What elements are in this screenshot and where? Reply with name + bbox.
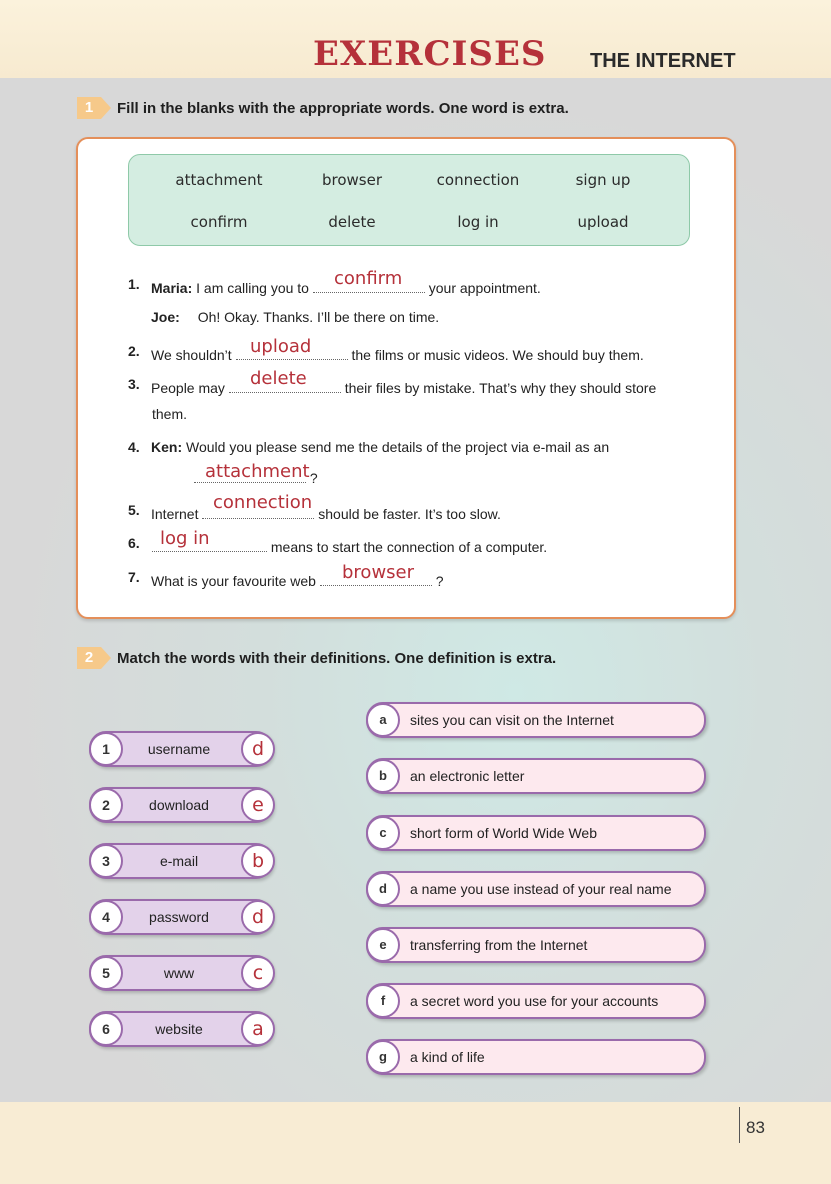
page-title: EXERCISES xyxy=(313,34,547,74)
sentence-text: their files by mistake. That’s why they should store xyxy=(344,380,657,396)
answer-letter[interactable]: e xyxy=(241,788,275,822)
sentence-number: 3. xyxy=(128,376,140,392)
word-label: e-mail xyxy=(159,853,199,869)
word-bank-item: connection xyxy=(436,171,520,189)
match-word-3[interactable] xyxy=(89,843,273,879)
word-bank-item: delete xyxy=(328,213,376,231)
unit-title: THE INTERNET xyxy=(590,50,736,72)
sentence-number: 6. xyxy=(128,535,140,551)
definition-letter: b xyxy=(366,759,400,793)
sentence-6 xyxy=(152,535,547,555)
definition-text: a name you use instead of your real name xyxy=(410,881,672,897)
definition-e[interactable] xyxy=(366,927,706,963)
match-word-5[interactable] xyxy=(89,955,273,991)
word-label: download xyxy=(149,797,209,813)
word-number: 2 xyxy=(89,788,123,822)
sentence-number: 2. xyxy=(128,343,140,359)
definition-text: a secret word you use for your accounts xyxy=(410,993,659,1009)
answer-letter[interactable]: d xyxy=(241,900,275,934)
sentence-5 xyxy=(151,502,501,522)
word-bank-item: upload xyxy=(577,213,629,231)
exercise-2-number: 2 xyxy=(77,647,101,669)
handwritten-answer: connection xyxy=(213,492,313,513)
handwritten-answer: log in xyxy=(160,528,210,549)
definition-letter: g xyxy=(366,1040,400,1074)
speaker: Ken: xyxy=(151,439,183,455)
exercise-1-number: 1 xyxy=(77,97,101,119)
sentence-text: ? xyxy=(435,573,444,589)
word-bank-item: browser xyxy=(321,171,382,189)
definition-letter: a xyxy=(366,703,400,737)
definition-letter: d xyxy=(366,872,400,906)
sentence-text: Oh! Okay. Thanks. I’ll be there on time. xyxy=(197,309,440,325)
footer-band xyxy=(0,1102,831,1184)
sentence-text: the films or music videos. We should buy them. xyxy=(351,347,644,363)
page-number-divider xyxy=(739,1107,740,1143)
answer-letter[interactable]: b xyxy=(241,844,275,878)
answer-letter[interactable]: d xyxy=(241,732,275,766)
sentence-number: 7. xyxy=(128,569,140,585)
word-label: username xyxy=(147,741,211,757)
sentence-number: 5. xyxy=(128,502,140,518)
word-bank-item: confirm xyxy=(190,213,248,231)
match-word-6[interactable] xyxy=(89,1011,273,1047)
word-bank-item: log in xyxy=(457,213,499,231)
sentence-number: 4. xyxy=(128,439,140,455)
definition-text: short form of World Wide Web xyxy=(410,825,597,841)
sentence-text: means to start the connection of a computer. xyxy=(270,539,548,555)
word-label: www xyxy=(163,965,195,981)
sentence-4 xyxy=(151,439,609,455)
handwritten-answer: upload xyxy=(250,336,312,357)
sentence-3 xyxy=(151,376,656,396)
word-bank xyxy=(128,154,690,246)
word-number: 3 xyxy=(89,844,123,878)
definition-letter: f xyxy=(366,984,400,1018)
sentence-text: them. xyxy=(152,406,188,422)
sentence-text: People may xyxy=(151,380,225,396)
sentence-text: Would you please send me the details of the project via e-mail as an xyxy=(186,439,610,455)
sentence-text: your appointment. xyxy=(428,280,541,296)
word-label: password xyxy=(149,909,209,925)
word-bank-item: sign up xyxy=(575,171,631,189)
sentence-text: We shouldn’t xyxy=(151,347,232,363)
speaker: Maria: xyxy=(151,280,193,296)
sentence-2 xyxy=(151,343,644,363)
word-bank-item: attachment xyxy=(175,171,263,189)
exercise-1-instruction: Fill in the blanks with the appropriate words. One word is extra. xyxy=(117,100,569,117)
handwritten-answer: browser xyxy=(342,562,415,583)
match-word-1[interactable] xyxy=(89,731,273,767)
definition-text: transferring from the Internet xyxy=(410,937,588,953)
match-word-4[interactable] xyxy=(89,899,273,935)
word-label: website xyxy=(155,1021,203,1037)
definition-letter: e xyxy=(366,928,400,962)
definition-text: an electronic letter xyxy=(410,768,525,784)
word-number: 4 xyxy=(89,900,123,934)
definition-g[interactable] xyxy=(366,1039,706,1075)
word-number: 5 xyxy=(89,956,123,990)
handwritten-answer: delete xyxy=(250,368,307,389)
answer-letter[interactable]: c xyxy=(241,956,275,990)
definition-text: a kind of life xyxy=(410,1049,485,1065)
definition-c[interactable] xyxy=(366,815,706,851)
sentence-text: I am calling you to xyxy=(196,280,309,296)
word-number: 6 xyxy=(89,1012,123,1046)
sentence-text: Internet xyxy=(151,506,199,522)
word-number: 1 xyxy=(89,732,123,766)
definition-d[interactable] xyxy=(366,871,706,907)
definition-b[interactable] xyxy=(366,758,706,794)
match-word-2[interactable] xyxy=(89,787,273,823)
definition-letter: c xyxy=(366,816,400,850)
definition-text: sites you can visit on the Internet xyxy=(410,712,614,728)
answer-letter[interactable]: a xyxy=(241,1012,275,1046)
speaker: Joe: xyxy=(151,309,180,325)
sentence-text: ? xyxy=(309,470,318,486)
sentence-1-reply xyxy=(151,309,439,325)
definition-f[interactable] xyxy=(366,983,706,1019)
sentence-number: 1. xyxy=(128,276,140,292)
sentence-text: What is your favourite web xyxy=(151,573,316,589)
handwritten-answer: attachment xyxy=(205,461,310,482)
definition-a[interactable] xyxy=(366,702,706,738)
page-number: 83 xyxy=(746,1118,765,1137)
exercise-2-instruction: Match the words with their definitions. One definition is extra. xyxy=(117,650,557,667)
handwritten-answer: confirm xyxy=(334,268,403,289)
sentence-text: should be faster. It’s too slow. xyxy=(318,506,501,522)
